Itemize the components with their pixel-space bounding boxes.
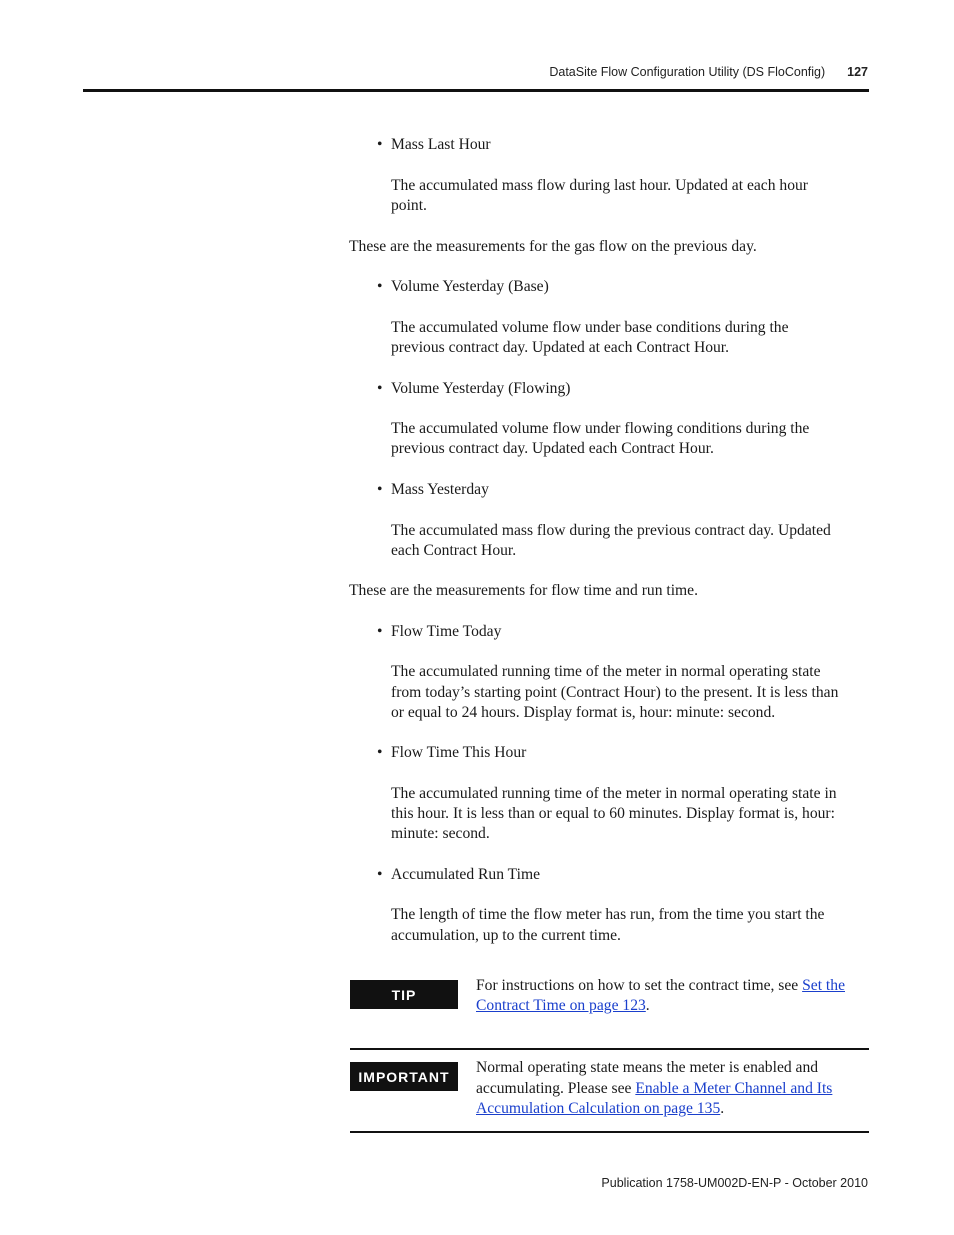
important-line-3: [476, 1099, 724, 1119]
intro-paragraph: These are the measurements for the gas flow on the previous day.: [349, 238, 757, 255]
tip-line-1: [476, 976, 845, 996]
bullet-dot: •: [377, 380, 383, 397]
bullet-dot: •: [377, 136, 383, 153]
paragraph-line: point.: [391, 197, 427, 214]
important-top-rule: [350, 1048, 869, 1050]
bullet-dot: •: [377, 481, 383, 498]
tip-label: TIP: [350, 980, 458, 1009]
paragraph-line: previous contract day. Updated at each Contract Hour.: [391, 339, 730, 356]
bullet-label: Flow Time Today: [391, 623, 502, 640]
important-line-2: [476, 1079, 832, 1099]
paragraph-line: The length of time the flow meter has run, from the time you start the: [391, 906, 825, 923]
tip-text: For instructions on how to set the contract time, see: [476, 977, 803, 994]
paragraph-line: The accumulated running time of the meter in normal operating state: [391, 663, 821, 680]
important-text: accumulating. Please see: [476, 1080, 636, 1097]
bullet-label: Flow Time This Hour: [391, 744, 527, 761]
paragraph-line: The accumulated mass flow during last hour. Updated at each hour: [391, 177, 809, 194]
set-contract-time-link[interactable]: Set the: [802, 977, 845, 994]
paragraph-line: each Contract Hour.: [391, 542, 517, 559]
paragraph-line: this hour. It is less than or equal to 60 minutes. Display format is, hour:: [391, 805, 835, 822]
bullet-dot: •: [377, 278, 383, 295]
tip-period: .: [645, 997, 650, 1014]
bullet-label: Mass Last Hour: [391, 136, 491, 153]
paragraph-line: minute: second.: [391, 825, 490, 842]
paragraph-line: previous contract day. Updated each Contract Hour.: [391, 440, 714, 457]
paragraph-line: or equal to 24 hours. Display format is, hour: minute: second.: [391, 704, 776, 721]
bullet-label: Volume Yesterday (Base): [391, 278, 549, 295]
page-number: 127: [847, 65, 868, 79]
paragraph-line: from today’s starting point (Contract Hour) to the present. It is less than: [391, 684, 839, 701]
enable-meter-channel-link[interactable]: Enable a Meter Channel and Its: [635, 1080, 833, 1097]
bullet-dot: •: [377, 744, 383, 761]
important-bottom-rule: [350, 1131, 869, 1133]
bullet-label: Mass Yesterday: [391, 481, 489, 498]
header-rule: [83, 89, 869, 92]
tip-line-2: [476, 996, 650, 1016]
paragraph-line: The accumulated volume flow under base conditions during the: [391, 319, 789, 336]
paragraph-line: The accumulated volume flow under flowing conditions during the: [391, 420, 810, 437]
paragraph-line: The accumulated mass flow during the previous contract day. Updated: [391, 522, 831, 539]
bullet-dot: •: [377, 623, 383, 640]
important-line-1: Normal operating state means the meter is enabled and: [476, 1059, 819, 1076]
important-label: IMPORTANT: [350, 1062, 458, 1091]
paragraph-line: The accumulated running time of the meter in normal operating state in: [391, 785, 837, 802]
bullet-label: Volume Yesterday (Flowing): [391, 380, 571, 397]
important-period: .: [720, 1100, 725, 1117]
set-contract-time-link-cont[interactable]: Contract Time on page 123: [476, 997, 646, 1014]
header-title: DataSite Flow Configuration Utility (DS FloConfig): [549, 65, 826, 79]
enable-meter-channel-link-cont[interactable]: Accumulation Calculation on page 135: [476, 1100, 721, 1117]
running-header: [549, 65, 868, 79]
paragraph-line: accumulation, up to the current time.: [391, 927, 621, 944]
intro-paragraph: These are the measurements for flow time and run time.: [349, 582, 699, 599]
footer-publication: Publication 1758-UM002D-EN-P - October 2010: [601, 1176, 868, 1190]
bullet-dot: •: [377, 866, 383, 883]
bullet-label: Accumulated Run Time: [391, 866, 541, 883]
